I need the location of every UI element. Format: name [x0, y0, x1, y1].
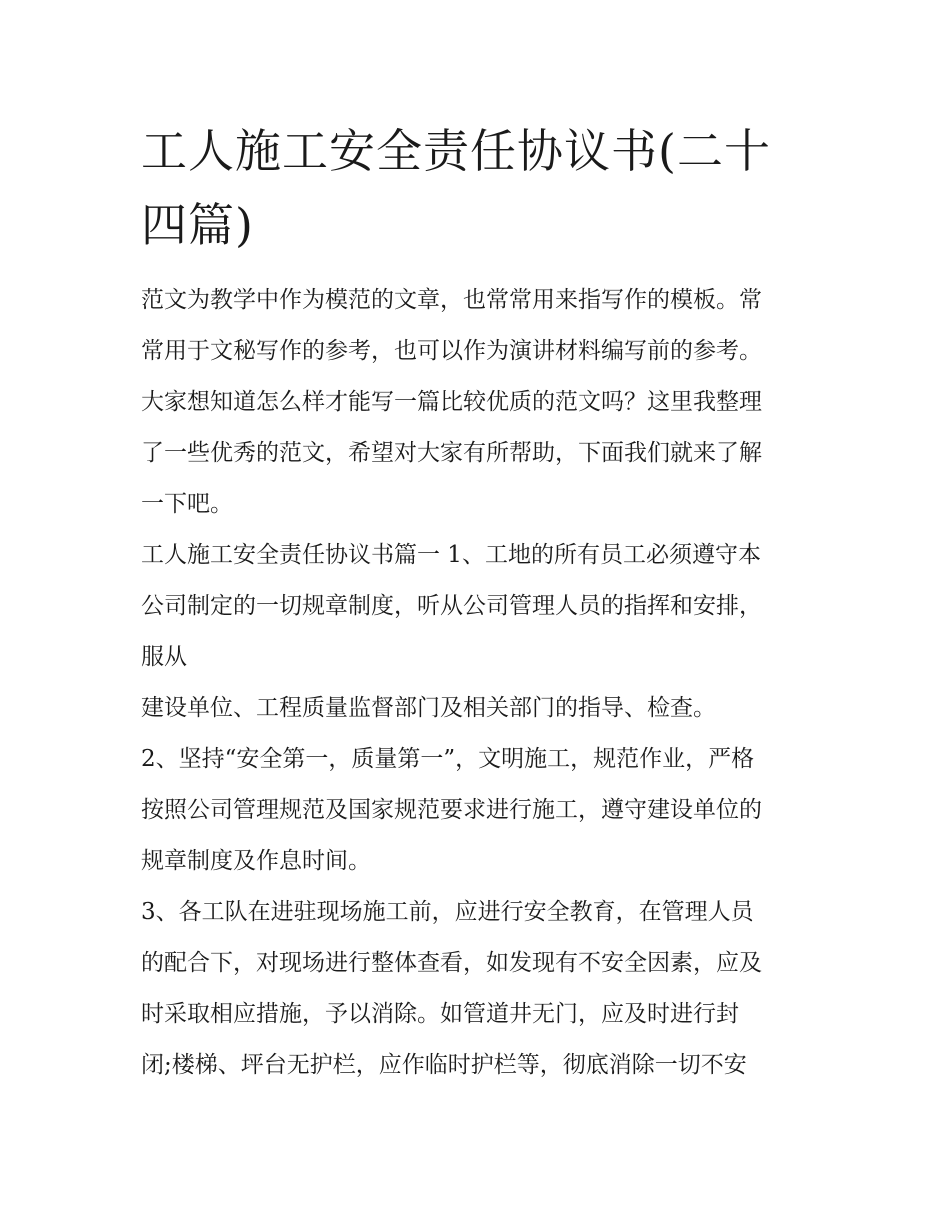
body-text-line: 时采取相应措施，予以消除。如管道井无门，应及时进行封 [141, 1001, 739, 1027]
body-text-line: 的配合下，对现场进行整体查看，如发现有不安全因素，应及 [141, 950, 762, 976]
body-text-line: 公司制定的一切规章制度，听从公司管理人员的指挥和安排， [141, 593, 762, 619]
body-text-line: 常用于文秘写作的参考，也可以作为演讲材料编写前的参考。 [141, 338, 762, 364]
document-title [141, 114, 821, 262]
title-line-1: 工人施工安全责任协议书(二十 [141, 124, 771, 178]
body-text-line: 规章制度及作息时间。 [141, 848, 371, 874]
body-text-line: 范文为教学中作为模范的文章，也常常用来指写作的模板。常 [141, 287, 762, 313]
body-text-line: 闭;楼梯、坪台无护栏，应作临时护栏等，彻底消除一切不安 [141, 1052, 747, 1078]
body-text-line: 服从 [141, 644, 187, 670]
body-text-line: 一下吧。 [141, 491, 233, 517]
body-text-line: 建设单位、工程质量监督部门及相关部门的指导、检查。 [141, 695, 716, 721]
title-line-2: 四篇) [141, 198, 254, 252]
body-text-line: 2、坚持“安全第一，质量第一”，文明施工，规范作业，严格 [141, 746, 755, 772]
body-text-line: 3、各工队在进驻现场施工前，应进行安全教育，在管理人员 [141, 899, 754, 925]
body-text-line: 大家想知道怎么样才能写一篇比较优质的范文吗？这里我整理 [141, 389, 762, 415]
body-text-line: 按照公司管理规范及国家规范要求进行施工，遵守建设单位的 [141, 797, 762, 823]
body-text-line: 了一些优秀的范文，希望对大家有所帮助，下面我们就来了解 [141, 440, 762, 466]
section-heading-line: 工人施工安全责任协议书篇一 1、工地的所有员工必须遵守本 [141, 542, 761, 568]
